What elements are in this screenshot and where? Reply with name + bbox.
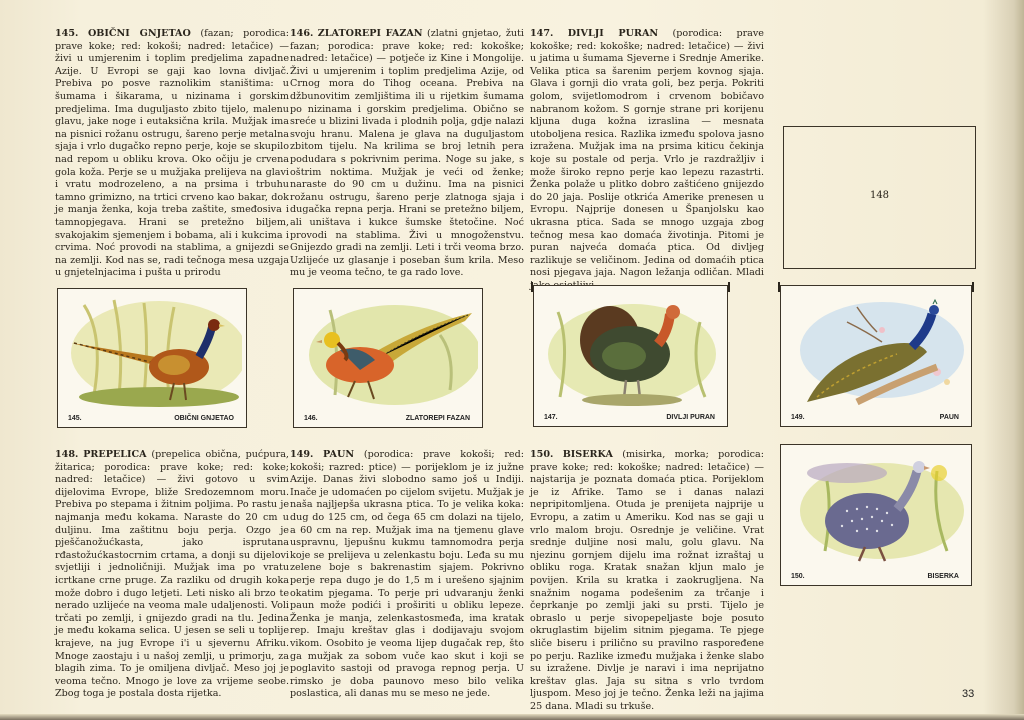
pheasant-illustration [64,295,242,413]
card-number: 145. [68,415,82,422]
entry-title: PAUN [323,449,355,460]
card-name: PAUN [939,414,959,421]
entry-149 [290,449,524,701]
peacock-illustration [787,292,967,412]
frame-corner-mark [778,282,780,292]
entry-148 [55,449,289,701]
golden-pheasant-illustration [300,295,478,413]
frame-corner-mark [531,282,533,292]
page-edge [0,714,1024,720]
guineafowl-illustration [787,451,967,571]
entry-body: (misirka, morka; porodica: prave koke; red: kokoške; nadred: letačice) — najstarija je poznata domaća ptica. Porijeklom je iz Afrike. Tamo se i danas nalazi nepripitomljena. Otuda je prenijeta najprije u Evropu, a zatim u Ameriku. Kod nas se gaji u vrlo malom broju. Osrednje je veličine. Vrat srednje duljine nosi malu, golu glavu. Na njezinu gornjem dijelu ima rožnat izraštaj u obliku roga. Kratak snažan kljun malo je povijen. Krila su kratka i zaokrugljena. Na snažnim nogama podešenim za trčanje i čeprkanje po zemlji jaki su prsti. Tijelo je obraslo u perje sivopepeljaste boje posuto okruglastim bijelim sitnim pjegama. Te pjege sliče biseru i prilično su pravilno raspoređene po perju. Razlike između mužjaka i ženke slabo su izražene. Divlje je naravi i ima neprijatno kreštav glas. Jaja su sitna s vrlo tvrdom ljuspom. Meso joj je tečno. Ženka leži na jajima 25 dana. Mladi su trkuše. [530,449,764,712]
entry-number: 147. [530,28,554,39]
entry-145 [55,28,289,280]
entry-number: 148. [55,449,79,460]
card-number: 147. [544,414,558,421]
card-name: OBIČNI GNJETAO [174,415,234,422]
entry-body: (zlatni gnjetao, žuti fazan; porodica: prave koke; red: kokoške; nadred: letačice) — potječe iz Kine i Mongolije. Živi u umjerenim i toplim predjelima Azije, od Crnog mora do Tihog oceana. Prebiva na džbunovitim zemljištima ili u rijetkim šumama po nizinama i gorskim predjelima. Obično se sreće u blizini livada i plodnih polja, gdje nalazi svoju hranu. Malena je glava na duguljastom zbitom tijelu. Na krilima se broj letnih pera podudara s pokrivnim perima. Noge su jake, s oštrim noktima. Mužjak je veći od ženke; naraste do 90 cm u dužinu. Ima na pisnici rožanu ostrugu, šareno perje zlatnoga sjaja i dugačka repna perja. Hrani se pretežno biljem, ali uništava i kukce šumske štetočine. Noć provodi na stablima. Živi u mnogoženstvu. Gnijezdo gradi na zemlji. Leti i trči veoma brzo. Uzlijeće uz glasanje i poseban šum krila. Meso mu je veoma tečno, te ga rado love. [290,28,524,279]
entry-title: PREPELICA [83,449,147,460]
card-name: ZLATOREPI FAZAN [405,415,470,422]
entry-title: DIVLJI PURAN [567,28,659,39]
entry-number: 146. [290,28,314,39]
empty-sticker-slot [783,126,976,269]
sticker-card-149 [780,285,972,427]
entry-number: 150. [530,449,554,460]
entry-150 [530,449,764,713]
entry-body: (prepelica obična, pućpura, žitarica; porodica: prave koke; red: koke; nadred: letačice) — živi gotovo u svim dijelovima Evrope, bliže Sredozemnom moru. Prebiva po stepama i žitnim poljima. Po rastu je najmanja među kokama. Naraste do 20 cm u duljinu. Ima zaštitnu boju perja. Ozgo je pješčanožućkasta, jako isprutana rđastožućkastocrnim crtama, a donji su dijelovi svjetliji i jednoličniji. Mužjak ima po vratu icrtkane crne pruge. Za razliku od drugih koka može dobro i dugo letjeti. Leti nisko ali brzo te nerado uzlijeće na veoma male udaljenosti. Voli trčati po zemlji, i gnijezdo gradi na tlu. Jedina je među kokama selica. U jesen se seli u toplije krajeve, na jug Evrope i'i u sjevernu Afriku. Mnoge zaostaju i u našoj zemlji, u primorju, za blagih zima. To je omiljena divljač. Meso joj je veoma tečno. Mnogo je love za vrijeme seobe. Zbog toga je postala dosta rijetka. [55,449,289,700]
card-number: 149. [791,414,805,421]
entry-title: OBIČNI GNJETAO [87,28,191,39]
entry-body: (fazan; porodica: prave koke; red: kokoši; nadred: letačice) — živi u umjerenim i toplim predjelima zapadne Azije. U Evropi se gaji kao lovna divljač. Prebiva po posve raznolikim staništima: u šumama i šikarama, u nizinama i gorskim predjelima. Ima duguljasto zbito tijelo, malenu glavu, jake noge i eutaksična krila. Mužjak ima na pisnici rožanu ostrugu, šareno perje metalna sjaja i vrlo dugačko repno perje, koje se skupilo nad repom u obliku krova. Oko očiju je crvena gola koža. Perje se u mužjaka prelijeva na glavi i vratu modrozeleno, a na prsima i trbuhu tamno grimizno, na trtici crveno kao bakar, dok je manja ženka, koja treba zaštite, smeđosiva i tamnopjegava. Hrani se pretežno biljem, svakojakim sjemenjem i bobama, ali i kukcima i crvima. Noć provodi na stablima, a gnijezdi se na zemlji. Kod nas se, radi tečnoga mesa uzgaja u gnjetelnjacima i pušta u prirodu [55,28,289,279]
entry-body: (porodica: prave kokoške; red: kokoške; nadred: letačice) — živi u jatima u šumama Sjeverne i Srednje Amerike. Velika ptica sa šarenim perjem kovnog sjaja. Glava i gornji dio vrata goli, bez perja. Pokriti golom, svijetlomodrom i crvenom bobičavo nabranom kožom. S gornje strane pri korijenu kljuna duga kožna izraslina — mesnata utoboljena resica. Razlika između spolova jasno izražena. Mužjak ima na prsima kiticu čekinja koje su postale od perja. Vrlo je razdražljiv i može široko repno perje kao lepezu razastrti. Ženka polaže u plitko dobro zaštićeno gnijezdo do 20 jaja. Poslije otkrića Amerike prenesen u Evropu. Najprije donesen u Španjolsku kao ukrasna ptica. Sada se mnogo uzgaja zbog tečnog mesa kao domaća životinja. Pitomi je puran najveća domaća ptica. Od divljeg razlikuje se veličinom. Jedina od domaćih ptica nosi pjegava jaja. Nagon ležanja odličan. Mladi [530,28,764,279]
sticker-card-145 [57,288,247,428]
entry-title: ZLATOREPI FAZAN [317,28,423,39]
frame-corner-mark [728,282,730,292]
card-name: BISERKA [927,573,959,580]
entry-146 [290,28,524,280]
page-number: 33 [962,688,975,700]
entry-number: 145. [55,28,79,39]
card-name: DIVLJI PURAN [666,414,715,421]
sticker-card-146 [293,288,483,428]
frame-corner-mark [972,282,974,292]
sticker-card-147 [533,285,728,427]
slot-label: 148 [869,190,890,201]
card-number: 146. [304,415,318,422]
turkey-illustration [540,292,723,412]
entry-number: 149. [290,449,314,460]
card-number: 150. [791,573,805,580]
entry-body: (porodica: prave kokoši; red: kokoši; razred: ptice) — porijeklom je iz južne Azije. Danas živi slobodno samo još u Indiji. Inače je udomaćen po cijelom svijetu. Mužjak je naša najljepša ukrasna ptica. To je velika koka: dug do 125 cm, od čega 65 cm dolazi na tijelo, a 60 cm na rep. Mužjak ima na tjemenu glave uspravnu, ljepušnu kukmu tamnomodra perja koje se prelijeva u zelenkastu boju. Leđa su mu zelene boje s bakrenastim sjajem. Pokrivno perje repa dugo je do 1,5 m i urešeno sjajnim okatim pjegama. To perje pri udvaranju ženki paun može podići i proširiti u obliku lepeze. Ženka je manja, zelenkastosmeđa, ima kratak rep. Imaju kreštav glas i dodijavaju svojom vikom. Osobito je veoma lijep dugačak rep, što ga mužjak za sobom vuče kao skut i koji se poglavito sastoji od pravoga repnog perja. U rimsko je doba paunovo meso bilo velika poslastica, ali danas mu se meso ne jede. [290,449,524,700]
entry-147 [530,28,764,292]
entry-title: BISERKA [562,449,613,460]
sticker-card-150 [780,444,972,586]
